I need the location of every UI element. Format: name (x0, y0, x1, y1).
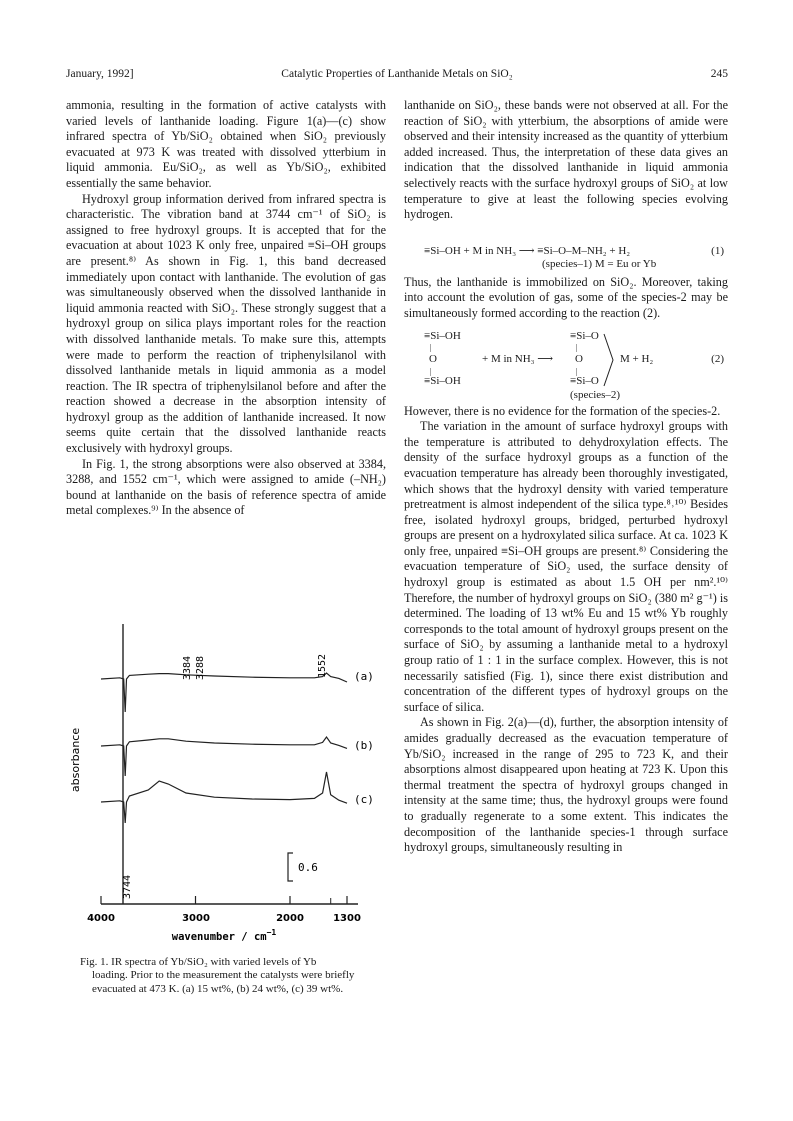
eq2-product: M + H₂ (620, 352, 654, 365)
equation-2 (404, 322, 728, 404)
running-header (66, 68, 728, 82)
eq2-bond: | (576, 366, 578, 376)
paragraph: The variation in the amount of surface hydroxyl groups with the temperature is attributed to dehydroxylation effects. The density of the surface hydroxyl groups as a function of the evacuation temperature has already been thoroughly investigated, which shows that the hydroxyl density with varied temperature pretreatment is almost independent of the silica type.⁸˒¹⁰⁾ Besides free, isolated hydroxyl groups, bridged, perturbed hydroxyl groups are present on a hydroxylated silica surface. At ca. 1023 K only free, unpaired ≡Si–OH groups are present.⁸⁾ Considering the evacuation temperature of SiO₂ used, the surface density of hydroxyl group is estimated as about 1.5 OH per nm².¹⁰⁾ Therefore, the number of hydroxyl groups on SiO₂ (380 m² g⁻¹) is determined. The loading of 13 wt% Eu and 15 wt% Yb roughly corresponds to the total amount of hydroxyl groups present on the surface of SiO₂ by assuming a lanthanide metal to a hydroxyl group ratio of 1 : 1 in the surface complex. However, this is not necessarily satisfied (Fig. 1), since there exist distribution and concentration of the different types of hydroxyl groups on the surface of silica. (404, 419, 728, 714)
x-tick-label: 2000 (276, 913, 304, 924)
x-tick-label: 3000 (182, 913, 210, 924)
right-column (404, 98, 728, 856)
figure-1 (66, 596, 386, 956)
equation-1-sub: (species–1) M = Eu or Yb (542, 257, 657, 270)
trace-label-c: (c) (354, 793, 374, 806)
eq2-bond: | (576, 342, 578, 352)
peak-label-1552: 1552 (317, 653, 328, 679)
eq2-right-bot: ≡Si–O (570, 374, 599, 387)
paragraph: In Fig. 1, the strong absorptions were also observed at 3384, 3288, and 1552 cm⁻¹, which were assigned to amide (–NH₂) bound at lanthanide on the basis of reference spectra of amide metal complexes.⁹⁾ In the absence of (66, 456, 386, 518)
eq2-right-top: ≡Si–O (570, 329, 599, 342)
x-tick-label: 4000 (87, 913, 115, 924)
eq2-right-mid: O (575, 352, 583, 365)
peak-label-3384: 3384 (182, 655, 193, 681)
paragraph: ammonia, resulting in the formation of active catalysts with varied levels of lanthanide loading. Figure 1(a)—(c) show infrared spectra of Yb/SiO₂ obtained when SiO₂ previously evacuated at 973 K was treated with dissolved ytterbium in liquid ammonia. Eu/SiO₂, as well as Yb/SiO₂, exhibited essentially the same behavior. (66, 98, 386, 190)
scale-bar-label: 0.6 (298, 861, 318, 874)
peak-label-3288: 3288 (195, 655, 206, 681)
x-axis-label: wavenumber / $cm^{-1}$ (171, 928, 277, 943)
ir-spectra-chart (66, 596, 386, 956)
caption-title: Fig. 1. IR spectra of Yb/SiO₂ with varied levels of Yb (80, 956, 317, 968)
eq2-arrow: + M in NH₃ ⟶ (482, 352, 554, 365)
spectrum-trace-a (101, 673, 347, 712)
equation-1-number: (1) (711, 244, 724, 257)
y-axis-label: absorbance (69, 727, 82, 793)
equation-1-main: ≡Si–OH + M in NH₃ ⟶ ≡Si–O–M–NH₂ + H₂ (424, 244, 631, 257)
figure-caption (80, 956, 380, 996)
x-tick-label: 1300 (333, 913, 361, 924)
paragraph: As shown in Fig. 2(a)—(d), further, the absorption intensity of amides gradually decreased as the evacuation temperature of Yb/SiO₂ increased in the range of 295 to 723 K, and their absorptions almost disappeared upon heating at 723 K. Upon this thermal treatment the spectra of hydroxyl groups changed in intensity at the same time; thus, the hydroxyl groups were found to gradually regenerate to a some extent. This indicates the decomposition of the lanthanide species-1 through surface hydroxyl groups, simultaneously resulting in (404, 715, 728, 855)
left-column (66, 98, 386, 519)
caption-body: loading. Prior to the measurement the catalysts were briefly evacuated at 473 K. (a) 15 wt%, (b) 24 wt%, (c) 39 wt%. (92, 969, 355, 995)
peak-label-3744: 3744 (122, 874, 133, 900)
eq2-bond: | (430, 366, 432, 376)
paragraph: Hydroxyl group information derived from infrared spectra is characteristic. The vibration band at 3744 cm⁻¹ of SiO₂ is assigned to free hydroxyl groups. It is accepted that for the evacuation at about 1023 K only free, unpaired ≡Si–OH groups are present.⁸⁾ As shown in Fig. 1, this band decreased immediately upon contact with lanthanide. The evolution of gas was simultaneously observed when the dissolved lanthanide in liquid ammonia reacted with SiO₂. These strongly suggest that a hydroxyl group on silica plays important roles for the reaction with dissolved lanthanide metals. To make sure this, attempts were made to perform the reaction of triphenylsilanol with dissolved lanthanide metals in liquid ammonia as a model reaction. The IR spectra of triphenylsilanol before and after the reaction showed a decrease in the absorption intensity of hydroxyl group as the addition of lanthanide increased. It now seems quite certain that the dissolved lanthanide reacts exclusively with hydroxyl groups. (66, 191, 386, 456)
paragraph: However, there is no evidence for the formation of the species-2. (404, 403, 721, 418)
eq2-left-bot: ≡Si–OH (424, 374, 461, 387)
scale-bar (288, 853, 293, 881)
equation-1 (404, 223, 728, 275)
header-title: Catalytic Properties of Lanthanide Metals on SiO₂ (281, 68, 513, 80)
spectrum-trace-c (101, 772, 347, 823)
trace-label-b: (b) (354, 739, 374, 752)
equation-2-number: (2) (711, 352, 724, 365)
trace-label-a: (a) (354, 670, 374, 683)
eq2-brace (602, 332, 616, 388)
paragraph: Thus, the lanthanide is immobilized on SiO₂. Moreover, taking into account the evolution of gas, some of the species-2 may be simultaneously formed according to the reaction (2). (404, 274, 728, 320)
eq2-sub: (species–2) (570, 388, 621, 401)
eq2-left-top: ≡Si–OH (424, 329, 461, 342)
eq2-left-mid: O (429, 352, 437, 365)
spectrum-trace-b (101, 737, 347, 776)
page-number: 245 (710, 68, 728, 80)
paragraph: lanthanide on SiO₂, these bands were not observed at all. For the reaction of SiO₂ with ytterbium, the absorptions of amide were observed and their intensity increased as the quantity of ytterbium added increased. Thus, the interpretation of these data gives an indication that the dissolved lanthanide in liquid ammonia selectively reacts with the surface hydroxyl groups of SiO₂ at low temperature to give at least the following species evolving hydrogen. (404, 98, 728, 222)
eq2-bond: | (430, 342, 432, 352)
header-date: January, 1992] (66, 68, 134, 80)
